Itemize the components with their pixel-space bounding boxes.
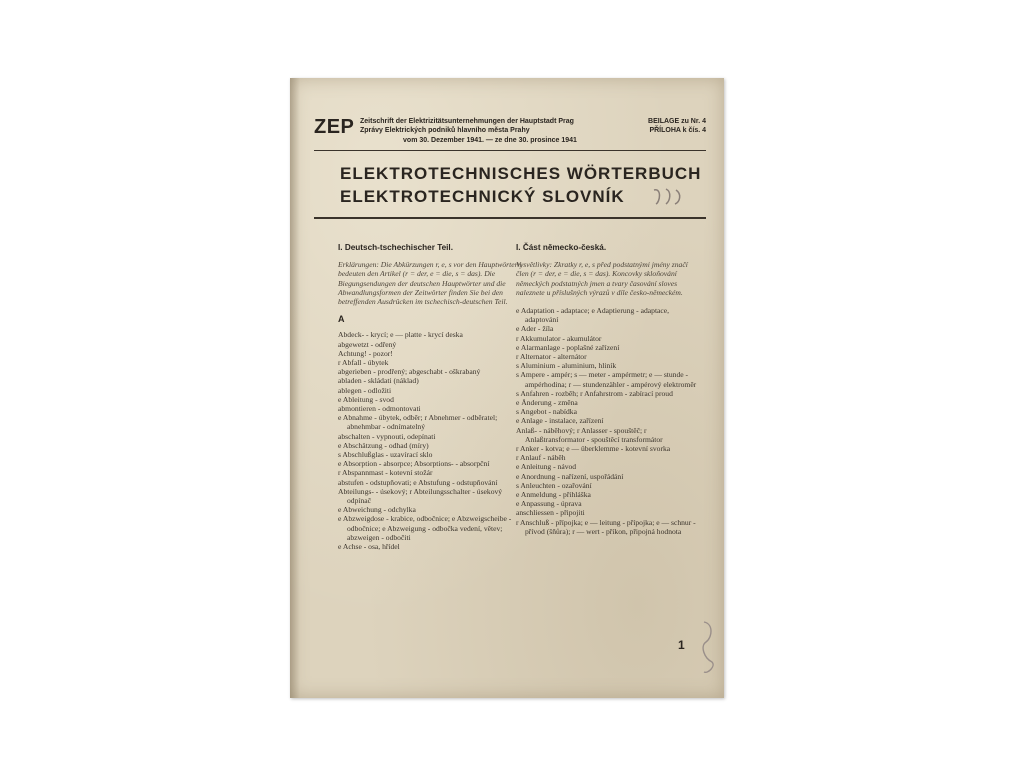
column-heading-czech: I. Část německo-česká. [516, 243, 607, 252]
dictionary-entry: e Anmeldung - přihláška [516, 490, 591, 500]
dictionary-entry: e Anordnung - nařízení, uspořádání [516, 471, 624, 481]
dictionary-entry: abgerieben - prodřený; abgeschabt - oškrabaný [338, 367, 481, 377]
dictionary-entry: e Absorption - absorpce; Absorptions- - absorpční [338, 459, 490, 469]
dictionary-entry: e Adaptation - adaptace; e Adaptierung - adaptace, adaptování [516, 306, 670, 325]
dictionary-entry: s Anfahren - rozběh; r Anfahrstrom - zabírací proud [516, 388, 673, 398]
column-heading-german: I. Deutsch-tschechischer Teil. [338, 243, 453, 252]
dictionary-entry: r Abspannmast - kotevní stožár [338, 468, 433, 478]
supplement-german: BEILAGE zu Nr. 4 [648, 118, 706, 125]
dictionary-entry: anschliessen - připojiti [516, 508, 585, 518]
masthead-logo: ZEP [314, 116, 355, 138]
document-page [290, 78, 724, 698]
dictionary-entry: e Änderung - změna [516, 398, 578, 408]
dictionary-entry: e Achse - osa, hřídel [338, 542, 400, 552]
dictionary-entry: e Anlage - instalace, zařízení [516, 416, 604, 426]
dictionary-entry: abgewetzt - odřený [338, 339, 397, 349]
dictionary-entry: abschalten - vypnouti, odepínati [338, 431, 436, 441]
german-czech-column [338, 243, 523, 551]
dictionary-entry: s Abschlußglas - uzavírací sklo [338, 450, 433, 460]
masthead-line-czech: Zprávy Elektrických podniků hlavního města Prahy [360, 127, 530, 134]
dictionary-entry: abmontieren - odmontovati [338, 404, 421, 414]
czech-section-column [516, 243, 701, 536]
dictionary-entry: ablegen - odložiti [338, 385, 392, 395]
masthead [314, 116, 706, 152]
entry-list-left [338, 330, 523, 551]
dictionary-entry: Achtung! - pozor! [338, 348, 393, 358]
dictionary-entry: e Alarmanlage - poplašné zařízení [516, 342, 620, 352]
dictionary-entry: r Alternator - alternátor [516, 352, 587, 362]
dictionary-entry: s Aluminium - aluminium, hliník [516, 361, 617, 371]
dictionary-entry: r Anschluß - přípojka; e — leitung - přípojka; e — schnur - přívod (šňůra); r — wert - příkon, připojná hodnota [516, 517, 696, 536]
dictionary-entry: s Ampere - ampér; s — meter - ampérmetr; e — stunde - ampérhodina; r — stundenzähler - ampérový elektroměr [516, 370, 697, 389]
dictionary-entry: e Ader - žíla [516, 324, 554, 334]
dictionary-entry: Abdeck- - krycí; e — platte - krycí deska [338, 330, 463, 340]
dictionary-entry: r Anlauf - náběh [516, 453, 566, 463]
masthead-rule [314, 150, 706, 151]
dictionary-entry: s Anleuchten - ozařování [516, 480, 592, 490]
dictionary-entry: e Anpassung - úprava [516, 499, 582, 509]
supplement-label [648, 117, 706, 135]
supplement-czech: PŘÍLOHA k čís. 4 [649, 127, 706, 134]
dictionary-entry: abladen - skládati (náklad) [338, 376, 419, 386]
dictionary-entry: e Abzweigdose - krabice, odbočnice; e Abzweigscheibe - odbočnice; e Abzweigung - odbočka vedení, větev; abzweigen - odbočiti [338, 514, 512, 542]
masthead-date: vom 30. Dezember 1941. — ze dne 30. prosince 1941 [403, 137, 577, 144]
dictionary-entry: Abteilungs- - úsekový; r Abteilungsschalter - úsekový odpínač [338, 486, 503, 506]
dictionary-entry: s Angebot - nabídka [516, 407, 577, 417]
dictionary-entry: r Abfall - úbytek [338, 358, 389, 368]
handwritten-mark [698, 618, 720, 678]
title-rule [314, 217, 706, 219]
pencil-mark [650, 186, 686, 208]
title-czech: ELEKTROTECHNICKÝ SLOVNÍK [340, 187, 625, 206]
dictionary-entry: abstufen - odstupňovati; e Abstufung - odstupňování [338, 477, 498, 487]
dictionary-entry: Anlaß- - náběhový; r Anlasser - spouštěč; r Anlaßtransformator - spouštěcí transformátor [516, 425, 663, 444]
dictionary-entry: e Abschätzung - odhad (míry) [338, 440, 429, 450]
section-letter: A [338, 314, 345, 325]
page-edge-shadow [290, 78, 300, 698]
page-number: 1 [678, 638, 685, 652]
dictionary-entry: e Anleitung - návod [516, 462, 577, 472]
dictionary-entry: e Ableitung - svod [338, 394, 394, 404]
dictionary-entry: e Abweichung - odchylka [338, 505, 416, 515]
masthead-lines [360, 117, 620, 145]
masthead-line-german: Zeitschrift der Elektrizitätsunternehmungen der Hauptstadt Prag [360, 118, 574, 125]
entry-list-right [516, 306, 701, 536]
dictionary-entry: r Akkumulator - akumulátor [516, 333, 602, 343]
explanation-czech: Vysvětlivky: Zkratky r, e, s před podstatnými jmény značí člen (r = der, e = die, s = das). Koncovky skloňování německých podstatných jmen a tvary časování sloves naleznete u příslušných výrazů v díle česko-německém. [516, 260, 688, 297]
dictionary-entry: e Abnahme - úbytek, odběr; r Abnehmer - odběratel; abnehmbar - odnímatelný [338, 413, 498, 432]
explanation-german: Erklärungen: Die Abkürzungen r, e, s vor den Hauptwörtern bedeuten den Artikel (r = der, e = die, s = das). Die Biegungsendungen der deutschen Hauptwörter und die Abwandlungsformen der Zeitwörter finden Sie bei den betreffenden Ausdrücken im tschechisch-deutschen Teil. [338, 260, 522, 307]
dictionary-entry: r Anker - kotva; e — überklemme - kotevní svorka [516, 444, 671, 454]
title-german: ELEKTROTECHNISCHES WÖRTERBUCH [340, 164, 702, 183]
